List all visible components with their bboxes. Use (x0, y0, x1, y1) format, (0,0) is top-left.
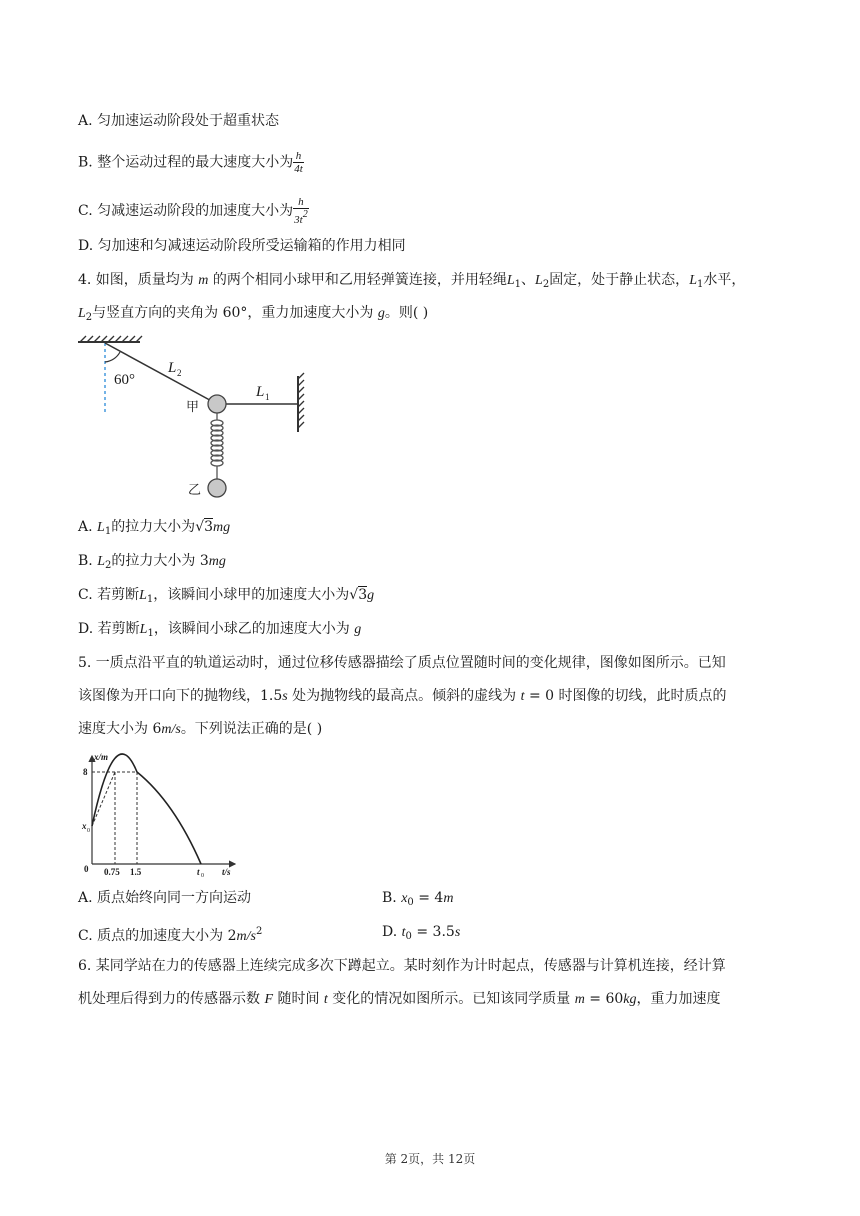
angle-arc (105, 352, 120, 362)
tick-x-075: 0.75 (104, 867, 120, 877)
q3-option-a: A. 匀加速运动阶段处于超重状态 (78, 113, 280, 129)
q5-stem-line3: 速度大小为 6m/s。下列说法正确的是( ) (78, 721, 323, 737)
tick-x-t0: t (197, 867, 200, 877)
ball-yi (208, 479, 226, 497)
fraction-h-over-3t2: $\frac{h}{3t2}$ (294, 196, 308, 226)
ball-jia (208, 395, 226, 413)
label-jia: 甲 (186, 400, 200, 415)
q5-stem-line2: 该图像为开口向下的抛物线，1.5s 处为抛物线的最高点。倾斜的虚线为 t = 0 时图像的切线，此时质点的 (78, 688, 727, 704)
svg-text:0: 0 (201, 873, 204, 878)
spring (211, 413, 223, 479)
page-footer: 第 2页，共 12页 (384, 1152, 476, 1166)
fraction-h-over-4t: $\frac{h}{4t}$ (294, 150, 303, 175)
tick-y-x0: x (82, 821, 87, 831)
label-yi: 乙 (188, 483, 202, 498)
q3-option-b: B. 整个运动过程的最大速度大小为 $\frac{h}{4t}$ (78, 150, 303, 175)
q4-figure-spring-system (74, 334, 324, 502)
q4-stem-line2: $L_2$与竖直方向的夹角为 60°，重力加速度大小为 g。则( ) (78, 305, 429, 323)
x-axis-label: t/s (222, 867, 231, 877)
q5-option-d: D. $t_0 = 3.5s$ (382, 924, 461, 942)
label-L1: L (256, 384, 265, 400)
q5-option-c: C. 质点的加速度大小为 $2m/s^2$ (78, 926, 263, 944)
svg-text:2: 2 (177, 368, 182, 378)
parabola-curve (92, 754, 201, 864)
q6-stem-line2: 机处理后得到力的传感器示数 F 随时间 t 变化的情况如图所示。已知该同学质量 m = 60kg，重力加速度 (78, 991, 721, 1007)
svg-text:1: 1 (265, 392, 270, 402)
angle-label: 60° (114, 372, 135, 388)
label-L2: L (168, 360, 177, 376)
q4-option-b: B. $L_2$的拉力大小为 3mg (78, 553, 226, 571)
q4-option-c: C. 若剪断$L_1$，该瞬间小球甲的加速度大小为√3g (78, 587, 375, 605)
q5-option-b: B. $x_0 = 4m$ (382, 890, 454, 908)
q5-stem-line1: 5. 一质点沿平直的轨道运动时，通过位移传感器描绘了质点位置随时间的变化规律，图像如图所示。已知 (78, 655, 726, 671)
q4-option-a: A. $L_1$的拉力大小为√3mg (78, 519, 231, 537)
q3-option-d: D. 匀加速和匀减速运动阶段所受运输箱的作用力相同 (78, 238, 406, 254)
q3-option-c: C. 匀减速运动阶段的加速度大小为 $\frac{h}{3t2}$ (78, 196, 308, 226)
q5-position-time-graph (80, 752, 240, 878)
tick-origin: 0 (84, 864, 89, 874)
svg-text:0: 0 (87, 828, 90, 834)
q5-option-a: A. 质点始终向同一方向运动 (78, 890, 252, 906)
tick-x-15: 1.5 (130, 867, 142, 877)
q6-stem-line1: 6. 某同学站在力的传感器上连续完成多次下蹲起立。某时刻作为计时起点，传感器与计算机连接，经计算 (78, 958, 726, 974)
tick-y-8: 8 (83, 767, 88, 777)
y-axis-label: x/m (94, 752, 109, 762)
q4-stem-line1: 4. 如图，质量均为 m 的两个相同小球甲和乙用轻弹簧连接，并用轻绳$L_1$、$L_2$固定，处于静止状态，$L_1$水平， (78, 272, 746, 290)
q4-option-d: D. 若剪断$L_1$，该瞬间小球乙的加速度大小为 g (78, 621, 362, 639)
